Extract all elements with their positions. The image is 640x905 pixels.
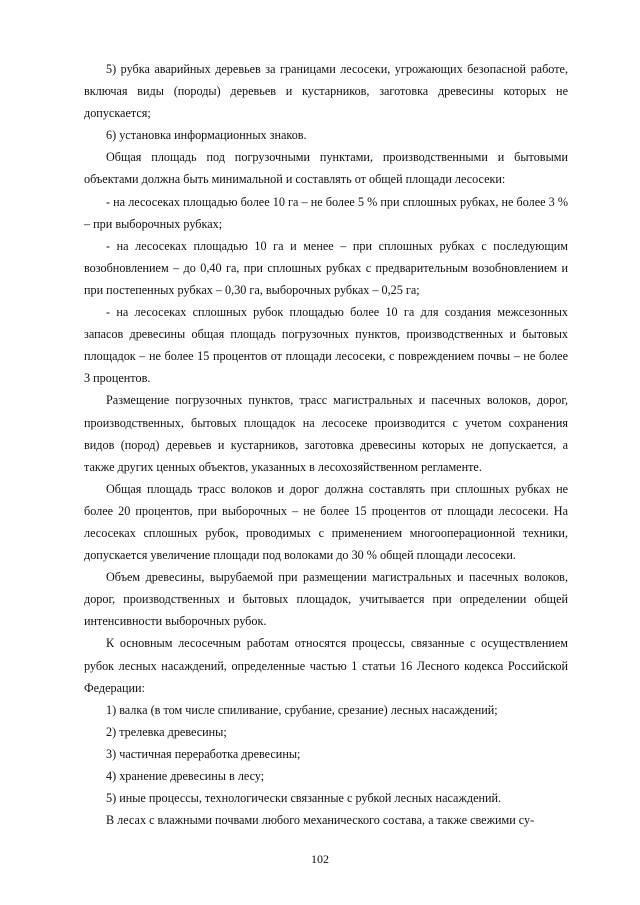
list-item: 1) валка (в том числе спиливание, срубание, срезание) лесных насаждений; [106,702,498,717]
list-item: 3) частичная переработка древесины; [106,746,301,761]
paragraph: 6) установка информационных знаков. [106,128,307,143]
paragraph: - на лесосеках площадью 10 га и менее – при сплошных рубках с последующим возобновлением – до 0,40 га, при сплошных рубках с предварительным возобновлением и при постепенных рубках – 0,30 га, выборочных рубках – 0,25 га; [84,238,568,297]
list-item: 2) трелевка древесины; [106,724,227,739]
paragraph: Общая площадь под погрузочными пунктами, производственными и бытовыми объектами должна быть минимальной и составлять от общей площади лесосеки: [84,150,568,187]
paragraph: Общая площадь трасс волоков и дорог должна составлять при сплошных рубках не более 20 процентов, при выборочных – не более 15 процентов от площади лесосеки. На лесосеках сплошных рубок, проводимых с применением многооперационной техники, допускается увеличение площади под волоками до 30 % общей площади лесосеки. [84,481,568,563]
paragraph: В лесах с влажными почвами любого механического состава, а также свежими су- [106,813,535,828]
body-text [84,58,568,831]
paragraph: - на лесосеках сплошных рубок площадью более 10 га для создания межсезонных запасов древесины общая площадь погрузочных пунктов, производственных и бытовых площадок – не более 15 процентов от площади лесосеки, с повреждением почвы – не более 3 процентов. [84,305,568,386]
paragraph: К основным лесосечным работам относятся процессы, связанные с осуществлением рубок лесных насаждений, определенные частью 1 статьи 16 Лесного кодекса Российской Федерации: [84,636,568,695]
paragraph: 5) рубка аварийных деревьев за границами лесосеки, угрожающих безопасной работе, включая виды (породы) деревьев и кустарников, заготовка древесины которых не допускается; [84,62,568,121]
paragraph: Объем древесины, вырубаемой при размещении магистральных и пасечных волоков, дорог, производственных и бытовых площадок, учитывается при определении общей интенсивности выборочных рубок. [84,570,568,629]
paragraph: - на лесосеках площадью более 10 га – не более 5 % при сплошных рубках, не более 3 % – при выборочных рубках; [84,194,568,231]
paragraph: Размещение погрузочных пунктов, трасс магистральных и пасечных волоков, дорог, производственных, бытовых площадок на лесосеке производится с учетом сохранения видов (пород) деревьев и кустарников, заготовка древесины которых не допускается, а также других ценных объектов, указанных в лесохозяйственном регламенте. [84,393,568,474]
list-item: 4) хранение древесины в лесу; [106,769,265,783]
list-item: 5) иные процессы, технологически связанные с рубкой лесных насаждений. [106,791,502,806]
page-number: 102 [311,852,329,866]
